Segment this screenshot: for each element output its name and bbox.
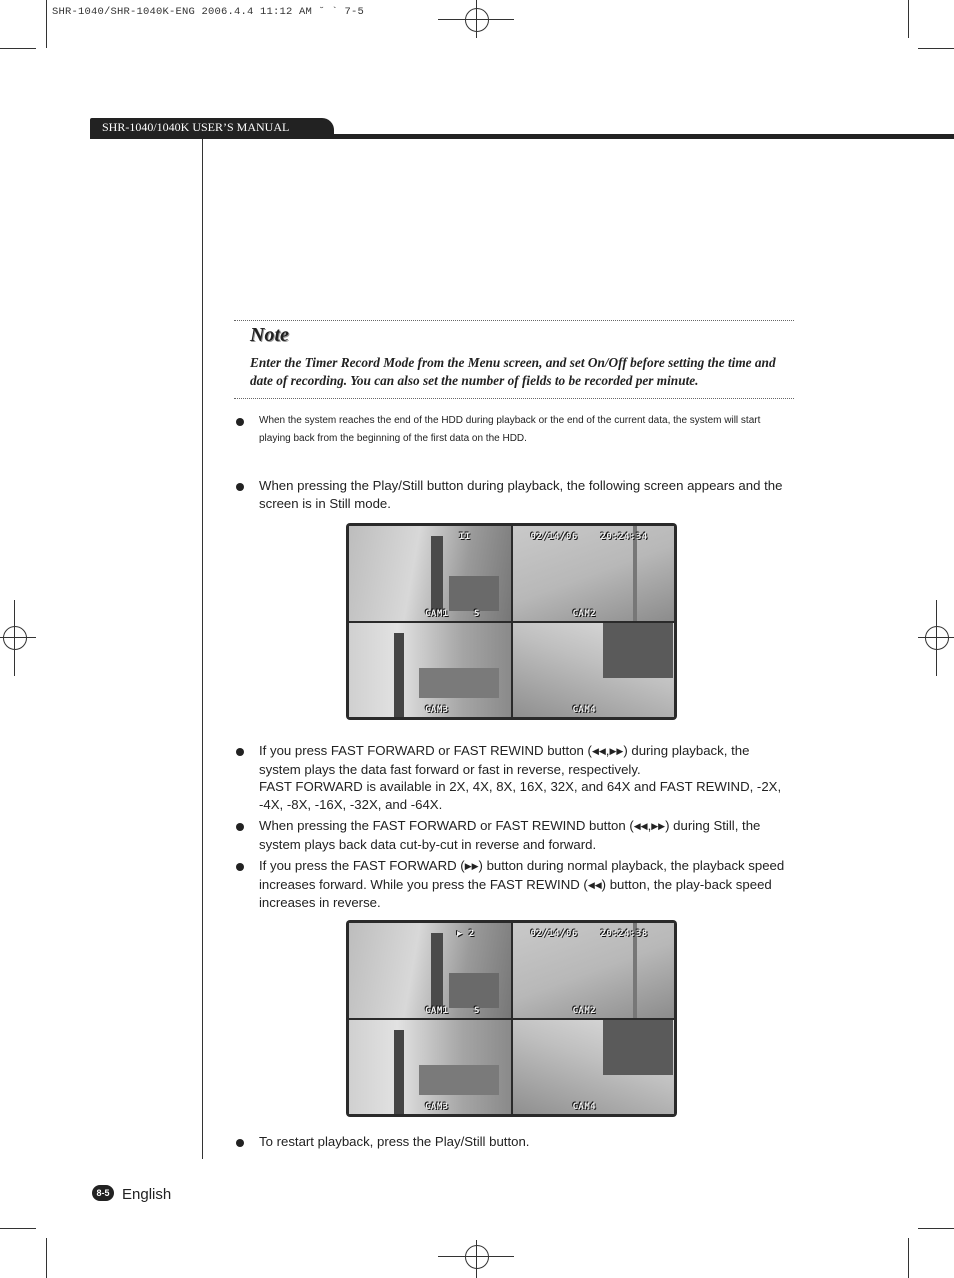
crop-mark <box>918 48 954 49</box>
rewind-icon: ◀◀ <box>591 746 606 756</box>
camera-flag: S <box>474 1005 480 1016</box>
page-number-badge: 8-5 <box>92 1185 114 1201</box>
bullet-text-hdd-end: When the system reaches the end of the HDD during playback or the end of the current data, the system will start playing back from the beginning of the first data on the HDD. <box>259 415 761 444</box>
crop-mark <box>46 0 47 48</box>
fast-forward-icon: ▶▶ <box>651 821 666 831</box>
registration-line <box>936 600 937 676</box>
date-display: 02/14/06 <box>530 532 578 542</box>
dvr-screen-fast-forward <box>346 920 677 1117</box>
camera-label: CAM1 <box>425 608 449 619</box>
time-display: 20:24:34 <box>600 532 648 542</box>
text-segment: If you press the FAST FORWARD ( <box>259 858 465 873</box>
bullet-text-still-mode: When pressing the Play/Still button during playback, the following screen appears and the screen is in Still mode. <box>259 478 783 511</box>
bullet-icon <box>236 859 248 871</box>
crop-mark <box>0 1228 36 1229</box>
camera-view-4 <box>513 1020 675 1115</box>
date-display: 02/14/06 <box>530 929 578 939</box>
note-top-divider <box>234 320 794 321</box>
registration-line <box>0 637 36 638</box>
camera-label: CAM4 <box>572 705 597 715</box>
text-segment: , <box>647 818 652 833</box>
camera-view-4 <box>513 623 675 718</box>
bullet-icon <box>236 1135 248 1147</box>
text-segment: ) button during normal playback, the playback speed increases forward. While you press the FAST REWIND ( <box>259 858 785 892</box>
crop-mark <box>908 1238 909 1278</box>
registration-line <box>14 600 15 676</box>
registration-mark-icon <box>925 626 949 650</box>
header-rule <box>90 134 954 139</box>
camera-view-2 <box>513 526 675 621</box>
bullet-text-restart: To restart playback, press the Play/Still button. <box>259 1134 530 1149</box>
text-segment: When pressing the FAST FORWARD or FAST REWIND button ( <box>259 818 634 833</box>
registration-mark-icon <box>3 626 27 650</box>
camera-label: CAM2 <box>572 608 597 619</box>
dvr-screen-still <box>346 523 677 720</box>
note-bottom-divider <box>234 398 794 399</box>
camera-label: CAM3 <box>425 705 449 715</box>
crop-mark <box>908 0 909 38</box>
note-text: Enter the Timer Record Mode from the Menu screen, and set On/Off before setting the time and date of recording. You can also set the number of fields to be recorded per minute. <box>250 355 776 388</box>
camera-label: CAM3 <box>425 1102 449 1112</box>
crop-mark <box>918 1228 954 1229</box>
camera-view-3 <box>349 623 511 718</box>
manual-title: SHR-1040/1040K USER’S MANUAL <box>90 118 334 136</box>
text-segment: ) during playback, the system plays the data fast forward or fast in reverse, respectively. <box>259 743 750 777</box>
registration-mark-icon <box>465 8 489 32</box>
margin-rule <box>202 139 203 1159</box>
fast-forward-icon: ▶▶ <box>609 746 624 756</box>
camera-view-1 <box>349 923 511 1018</box>
bullet-text-fast-forward-rewind <box>259 742 794 813</box>
registration-mark-icon <box>465 1245 489 1269</box>
page-language: English <box>122 1186 172 1203</box>
bullet-icon <box>236 414 248 426</box>
camera-label: CAM1 <box>425 1005 449 1016</box>
text-segment: ) button, the play-back speed increases in reverse. <box>259 876 772 911</box>
text-segment: ) during Still, the system plays back data cut-by-cut in reverse and forward. <box>259 818 761 852</box>
bullet-text-cut-by-cut <box>259 817 794 853</box>
text-segment: If you press FAST FORWARD or FAST REWIND button ( <box>259 743 592 758</box>
bullet-icon <box>236 819 248 831</box>
camera-flag: S <box>474 608 480 619</box>
rewind-icon: ◀◀ <box>633 821 648 831</box>
bullet-text-speed-increase <box>259 857 794 912</box>
rewind-icon: ◀◀ <box>587 879 602 890</box>
camera-view-2 <box>513 923 675 1018</box>
camera-label: CAM2 <box>572 1005 597 1016</box>
camera-label: CAM4 <box>572 1102 597 1112</box>
camera-view-3 <box>349 1020 511 1115</box>
registration-line <box>476 1240 477 1278</box>
note-title: Note <box>250 324 289 346</box>
crop-mark <box>46 1238 47 1278</box>
print-slug: SHR-1040/SHR-1040K-ENG 2006.4.4 11:12 AM ˘ ` 7-5 <box>52 6 365 18</box>
time-display: 20:24:38 <box>600 929 648 939</box>
crop-mark <box>0 48 36 49</box>
playback-status: ▶ 2 <box>457 929 475 939</box>
playback-status: II <box>459 532 471 542</box>
bullet-icon <box>236 479 248 491</box>
camera-view-1 <box>349 526 511 621</box>
text-segment: FAST FORWARD is available in 2X, 4X, 8X, 16X, 32X, and 64X and FAST REWIND, -2X, -4X, -8X, -16X, -32X, and -64X. <box>259 779 782 812</box>
text-segment: , <box>605 743 610 758</box>
bullet-icon <box>236 744 248 756</box>
fast-forward-icon: ▶▶ <box>464 861 479 871</box>
registration-line <box>476 0 477 38</box>
